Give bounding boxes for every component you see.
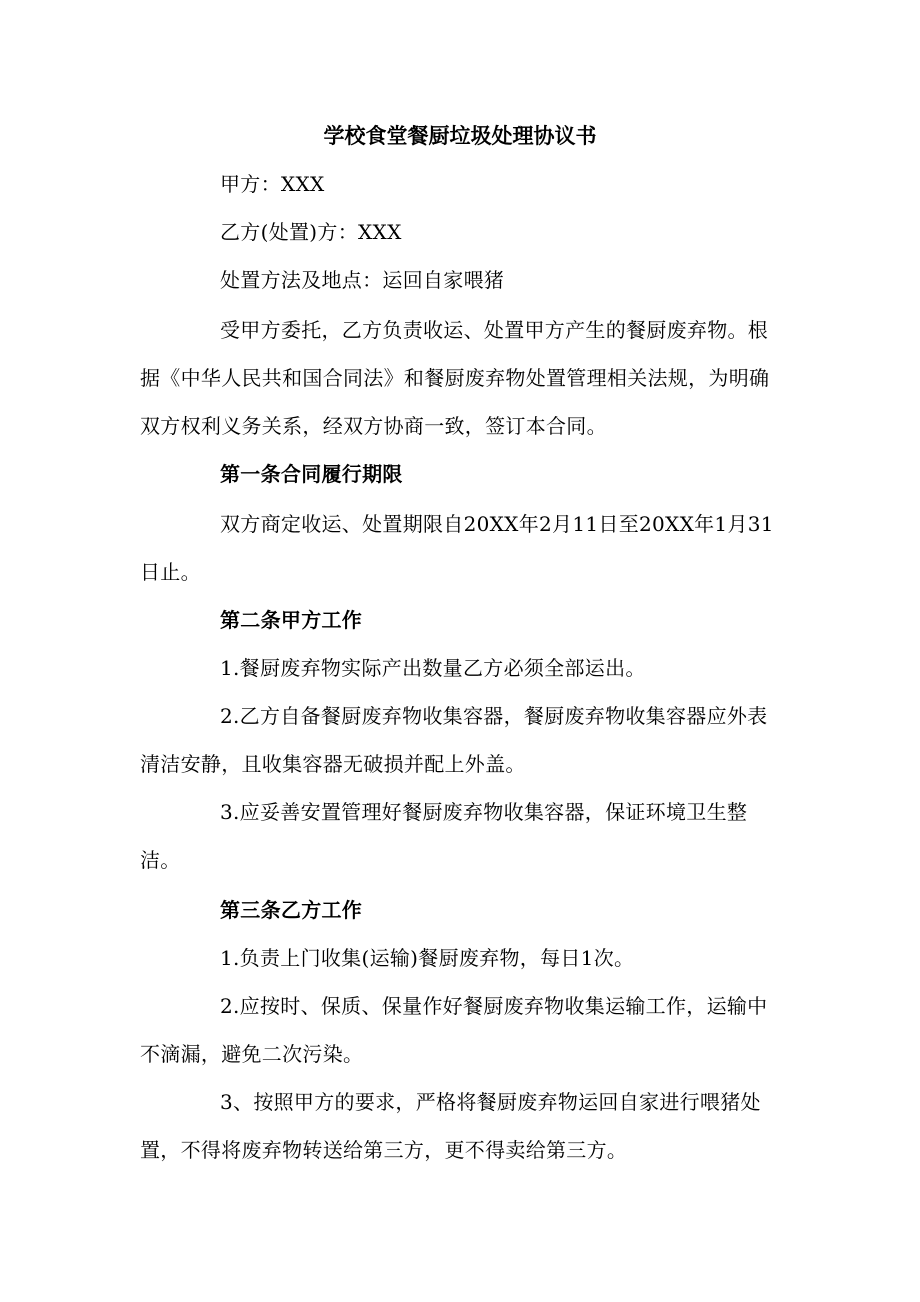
article2-item: 2.乙方自备餐厨废弃物收集容器，餐厨废弃物收集容器应外表清洁安静，且收集容器无破损并配上外盖。 [140, 704, 768, 776]
article1-text: 双方商定收运、处置期限自20XX年2月11日至20XX年1月31日止。 [140, 512, 774, 584]
article3-item: 1.负责上门收集(运输)餐厨废弃物，每日1次。 [220, 946, 635, 970]
article3-item: 3、按照甲方的要求，严格将餐厨废弃物运回自家进行喂猪处置，不得将废弃物转送给第三方，更不得卖给第三方。 [140, 1090, 761, 1162]
disposal-method: 处置方法及地点：运回自家喂猪 [220, 268, 505, 292]
preamble-paragraph: 受甲方委托，乙方负责收运、处置甲方产生的餐厨废弃物。根据《中华人民共和国合同法》和餐厨废弃物处置管理相关法规，为明确双方权利义务关系，经双方协商一致，签订本合同。 [140, 318, 770, 438]
article3-heading: 第三条乙方工作 [220, 898, 363, 922]
article3-item: 2.应按时、保质、保量作好餐厨废弃物收集运输工作，运输中不滴漏，避免二次污染。 [140, 994, 768, 1066]
article1-heading: 第一条合同履行期限 [220, 462, 403, 486]
party-b: 乙方(处置)方：XXX [220, 220, 402, 244]
document-title: 学校食堂餐厨垃圾处理协议书 [323, 124, 597, 148]
article2-item: 1.餐厨废弃物实际产出数量乙方必须全部运出。 [220, 656, 646, 680]
article2-heading: 第二条甲方工作 [220, 608, 363, 632]
party-a: 甲方：XXX [220, 172, 325, 196]
article2-item: 3.应妥善安置管理好餐厨废弃物收集容器，保证环境卫生整洁。 [140, 800, 748, 872]
